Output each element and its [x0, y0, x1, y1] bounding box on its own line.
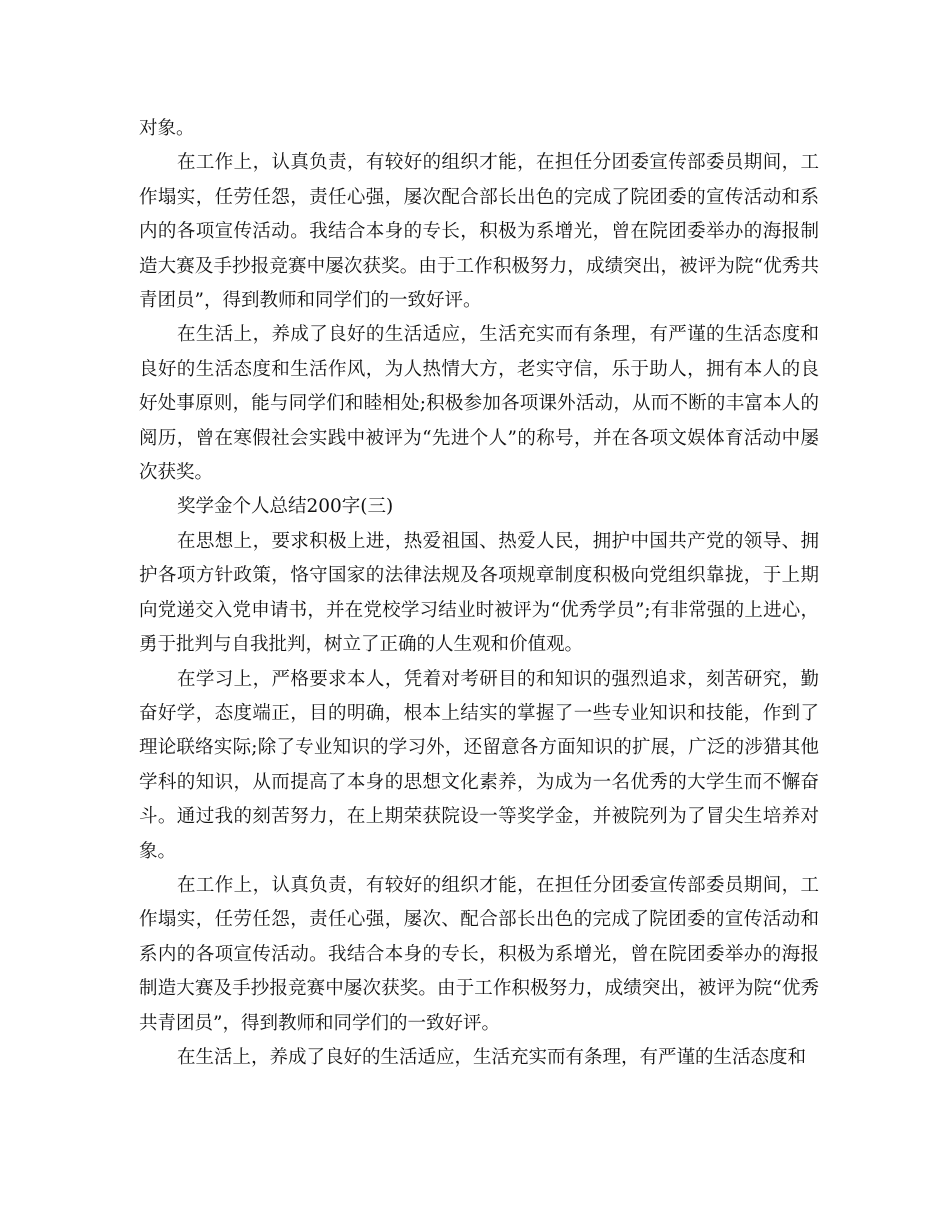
paragraph-study: 在学习上，严格要求本人，凭着对考研目的和知识的强烈追求，刻苦研究，勤奋好学，态度端正，目的明确，根本上结实的掌握了一些专业知识和技能，作到了理论联络实际;除了专业知识的学习外，还留意各方面知识的扩展，广泛的涉猎其他学科的知识，从而提高了本身的思想文化素养，为成为一名优秀的大学生而不懈奋斗。通过我的刻苦努力，在上期荣获院设一等奖学金，并被院列为了冒尖生培养对象。: [139, 668, 819, 862]
document-body: [139, 112, 819, 1075]
paragraph-work: 在工作上，认真负责，有较好的组织才能，在担任分团委宣传部委员期间，工作塌实，任劳任怨，责任心强，屡次配合部长出色的完成了院团委的宣传活动和系内的各项宣传活动。我结合本身的专长，积极为系增光，曾在院团委举办的海报制造大赛及手抄报竞赛中屡次获奖。由于工作积极努力，成绩突出，被评为院“优秀共青团员”，得到教师和同学们的一致好评。: [139, 152, 819, 312]
paragraph-continuation: 对象。: [139, 118, 195, 139]
section-heading: 奖学金个人总结200字(三): [177, 496, 394, 518]
paragraph-life-2: 在生活上，养成了良好的生活适应，生活充实而有条理，有严谨的生活态度和: [177, 1046, 807, 1068]
paragraph-work-2: 在工作上，认真负责，有较好的组织才能，在担任分团委宣传部委员期间，工作塌实，任劳任怨，责任心强，屡次、配合部长出色的完成了院团委的宣传活动和系内的各项宣传活动。我结合本身的专长，积极为系增光，曾在院团委举办的海报制造大赛及手抄报竞赛中屡次获奖。由于工作积极努力，成绩突出，被评为院“优秀共青团员”，得到教师和同学们的一致好评。: [139, 874, 819, 1034]
paragraph-thought: 在思想上，要求积极上进，热爱祖国、热爱人民，拥护中国共产党的领导、拥护各项方针政策，恪守国家的法律法规及各项规章制度积极向党组织靠拢，于上期向党递交入党申请书，并在党校学习结业时被评为“优秀学员”;有非常强的上进心，勇于批判与自我批判，树立了正确的人生观和价值观。: [139, 530, 819, 656]
paragraph-life: 在生活上，养成了良好的生活适应，生活充实而有条理，有严谨的生活态度和良好的生活态度和生活作风，为人热情大方，老实守信，乐于助人，拥有本人的良好处事原则，能与同学们和睦相处;积极参加各项课外活动，从而不断的丰富本人的阅历，曾在寒假社会实践中被评为“先进个人”的称号，并在各项文娱体育活动中屡次获奖。: [139, 324, 819, 484]
